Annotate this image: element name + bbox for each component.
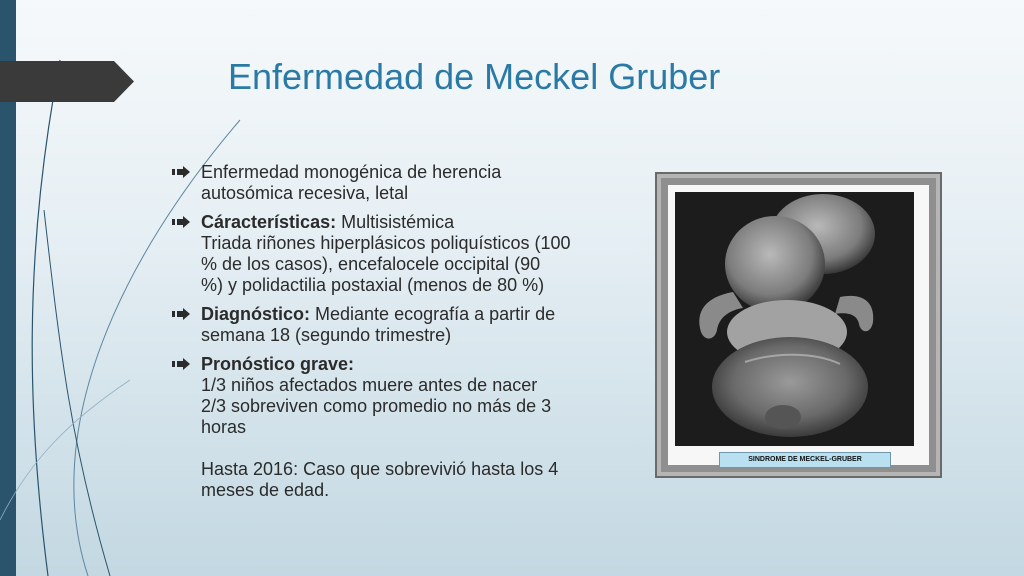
bullet-text: Multisistémica: [336, 212, 455, 232]
slide-title: Enfermedad de Meckel Gruber: [228, 56, 721, 97]
bullet-text-line: horas: [201, 417, 247, 437]
bullet-text: Mediante ecografía a partir de: [310, 304, 556, 324]
title-arrow-shape: [0, 61, 134, 102]
bullet-text-line: Hasta 2016: Caso que sobrevivió hasta los 4: [201, 459, 559, 479]
bullet-item-pronostico: [172, 354, 632, 501]
image-caption: SINDROME DE MECKEL-GRUBER: [719, 452, 891, 468]
bullet-text-line: Triada riñones hiperplásicos poliquísticos (100: [201, 233, 571, 253]
arrow-bullet-icon: [172, 308, 192, 320]
line-gap: [201, 438, 632, 459]
bullet-first-line: [201, 304, 632, 325]
bullet-text-line: Enfermedad monogénica de herencia: [201, 162, 502, 182]
bullet-text-line: semana 18 (segundo trimestre): [201, 325, 452, 345]
bullet-item-diagnostico: [172, 304, 632, 346]
bullet-text-line: 2/3 sobreviven como promedio no más de 3: [201, 396, 552, 416]
arrow-bullet-icon: [172, 216, 192, 228]
bullet-label: Cáracterísticas:: [201, 212, 337, 232]
bullet-item-herencia: [172, 162, 632, 204]
arrow-bullet-icon: [172, 358, 192, 370]
bullet-text-line: 1/3 niños afectados muere antes de nacer: [201, 375, 538, 395]
bullet-item-caracteristicas: [172, 212, 632, 296]
bullet-list: [172, 162, 632, 509]
bullet-text-line: autosómica recesiva, letal: [201, 183, 409, 203]
bullet-first-line: [201, 354, 632, 375]
bullet-label: Pronóstico grave:: [201, 354, 355, 374]
image-frame: [655, 172, 942, 478]
fetus-photo-icon: [675, 192, 914, 446]
bullet-text-line: %) y polidactilia postaxial (menos de 80 %): [201, 275, 545, 295]
bullet-first-line: [201, 212, 632, 233]
bullet-label: Diagnóstico:: [201, 304, 311, 324]
bullet-text-line: meses de edad.: [201, 480, 330, 500]
arrow-bullet-icon: [172, 166, 192, 178]
bullet-text-line: % de los casos), encefalocele occipital (90: [201, 254, 541, 274]
fetus-photo-image: [675, 192, 914, 446]
